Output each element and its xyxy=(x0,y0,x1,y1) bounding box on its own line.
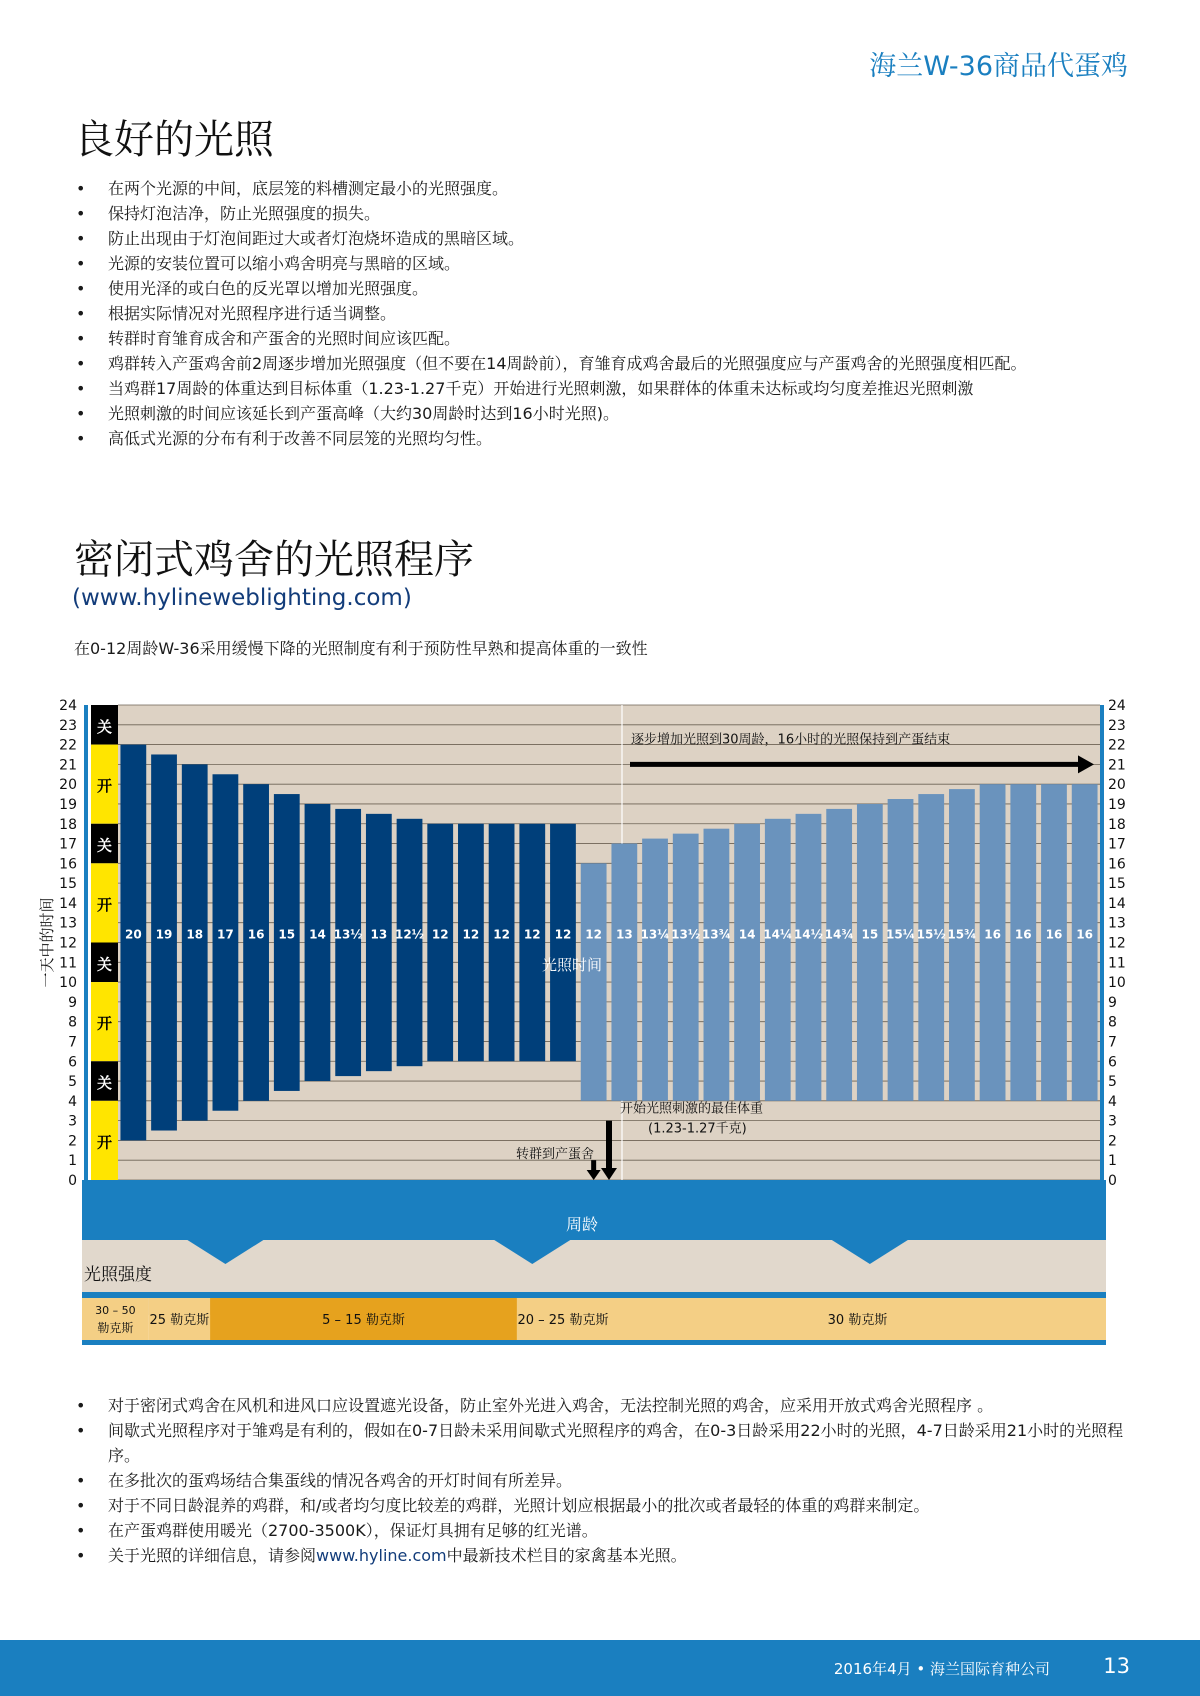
lighting-website-link[interactable]: (www.hylineweblighting.com) xyxy=(72,585,412,611)
bar-label: 16 xyxy=(1076,927,1094,942)
y-tick-label: 6 xyxy=(68,1054,77,1071)
bar-label: 12 xyxy=(523,927,541,942)
y-tick-label: 20 xyxy=(59,777,77,794)
stim-weight-range: (1.23-1.27千克) xyxy=(648,1121,747,1137)
intensity-band-label: 5 – 15 勒克斯 xyxy=(322,1313,405,1328)
intensity-bar-top xyxy=(82,1292,1106,1298)
y-tick-label-right: 2 xyxy=(1108,1133,1117,1150)
on-off-label: 关 xyxy=(96,836,113,855)
y-tick-label: 1 xyxy=(68,1153,77,1170)
list-item-text: 对于不同日龄混养的鸡群，和/或者均匀度比较差的鸡群，光照计划应根据最小的批次或者最轻的体重的鸡群来制定。 xyxy=(108,1496,930,1515)
light-bar xyxy=(213,774,239,1110)
light-bar xyxy=(182,764,208,1120)
bar-label: 12 xyxy=(554,927,572,942)
y-tick-label-right: 21 xyxy=(1108,757,1126,774)
y-tick-label: 17 xyxy=(59,836,77,853)
bar-label: 14¾ xyxy=(824,927,854,942)
center-label: 光照时间 xyxy=(541,956,603,975)
light-bar xyxy=(519,824,545,1062)
light-bar xyxy=(550,824,576,1062)
footer-bar xyxy=(0,1640,1200,1696)
list-item: • 转群时育雏育成舍和产蛋舍的光照时间应该匹配。 xyxy=(74,326,1134,351)
left-axis-bar xyxy=(84,705,88,1180)
intensity-band-unit: 勒克斯 xyxy=(97,1321,134,1335)
bar-label: 12 xyxy=(493,927,510,942)
y-tick-label-right: 16 xyxy=(1108,856,1126,873)
light-bar xyxy=(427,824,453,1062)
light-bar xyxy=(765,819,791,1101)
light-bar xyxy=(949,789,975,1101)
section-title-lighting-program: 密闭式鸡舍的光照程序 xyxy=(74,537,474,583)
transfer-label: 转群到产蛋舍 xyxy=(515,1147,595,1163)
light-bar xyxy=(458,824,484,1062)
y-tick-label-right: 1 xyxy=(1108,1153,1117,1170)
list-item-text: 中最新技术栏目的家禽基本光照。 xyxy=(446,1546,687,1565)
light-bar xyxy=(489,824,515,1062)
list-item: • 使用光泽的或白色的反光罩以增加光照强度。 xyxy=(74,276,1134,301)
intensity-band-label: 20 – 25 勒克斯 xyxy=(517,1313,609,1328)
list-item: • 根据实际情况对光照程序进行适当调整。 xyxy=(74,301,1134,326)
list-item xyxy=(74,1418,1134,1468)
light-bar xyxy=(980,784,1006,1101)
y-tick-label-right: 13 xyxy=(1108,915,1126,932)
y-tick-label-right: 6 xyxy=(1108,1054,1117,1071)
bar-label: 18 xyxy=(186,927,204,942)
y-tick-label-right: 0 xyxy=(1108,1173,1117,1189)
bar-label: 15¾ xyxy=(947,927,977,942)
light-bar xyxy=(642,839,668,1101)
bar-label: 14½ xyxy=(793,927,824,942)
intro-text: 在0-12周龄W-36采用缓慢下降的光照制度有利于预防性早熟和提高体重的一致性 xyxy=(74,639,648,658)
list-item: • 光源的安装位置可以缩小鸡舍明亮与黑暗的区域。 xyxy=(74,251,1134,276)
light-bar xyxy=(918,794,944,1101)
bar-label: 16 xyxy=(1014,927,1032,942)
list-item xyxy=(74,1518,1134,1543)
bar-label: 17 xyxy=(217,927,234,942)
list-item: • 鸡群转入产蛋鸡舍前2周逐步增加光照强度（但不要在14周龄前），育雏育成鸡舍最后的光照强度应与产蛋鸡舍的光照强度相匹配。 xyxy=(74,351,1134,376)
y-tick-label: 18 xyxy=(59,816,77,833)
list-item: • 光照刺激的时间应该延长到产蛋高峰（大约30周龄时达到16小时光照)。 xyxy=(74,401,1134,426)
y-tick-label-right: 10 xyxy=(1108,975,1126,992)
light-bar xyxy=(1010,784,1036,1101)
intensity-band-label: 30 勒克斯 xyxy=(827,1313,888,1328)
bar-label: 15¼ xyxy=(885,927,916,942)
y-tick-label: 15 xyxy=(59,876,77,893)
y-tick-label-right: 18 xyxy=(1108,816,1126,833)
light-bar xyxy=(120,745,146,1141)
footer-text: 2016年4月 • 海兰国际育种公司 xyxy=(833,1660,1050,1678)
bar-label: 15½ xyxy=(916,927,946,942)
y-tick-label-right: 9 xyxy=(1108,994,1117,1011)
on-off-label: 关 xyxy=(96,717,113,736)
list-item xyxy=(74,1493,1134,1518)
light-bar xyxy=(734,824,760,1101)
on-off-label: 开 xyxy=(96,1133,113,1152)
list-item-text: 间歇式光照程序对于雏鸡是有利的，假如在0-7日龄未采用间歇式光照程序的鸡舍，在0-3日龄采用22小时的光照，4-7日龄采用21小时的光照程序。 xyxy=(108,1421,1124,1465)
on-off-label: 开 xyxy=(96,777,113,796)
intensity-label: 光照强度 xyxy=(84,1265,152,1285)
header-title: 海兰W-36商品代蛋鸡 xyxy=(869,51,1128,82)
hyline-link[interactable]: www.hyline.com xyxy=(316,1546,447,1565)
bar-label: 12½ xyxy=(394,927,425,942)
bar-label: 12 xyxy=(431,927,449,942)
intensity-band-label: 25 勒克斯 xyxy=(149,1313,210,1328)
y-tick-label-right: 20 xyxy=(1108,777,1126,794)
list-item xyxy=(74,1393,1134,1418)
y-tick-label: 10 xyxy=(59,975,77,992)
y-tick-label: 7 xyxy=(68,1034,77,1051)
y-tick-label: 14 xyxy=(59,895,77,912)
y-tick-label: 22 xyxy=(59,737,77,754)
bar-label: 14¼ xyxy=(763,927,793,942)
right-axis-bar xyxy=(1100,705,1104,1180)
intensity-bar-bottom xyxy=(82,1340,1106,1345)
bar-label: 12 xyxy=(462,927,480,942)
bar-label: 16 xyxy=(1045,927,1063,942)
y-tick-label-right: 15 xyxy=(1108,876,1126,893)
on-off-label: 关 xyxy=(96,1074,113,1093)
light-bar xyxy=(673,834,699,1101)
list-item-text: 关于光照的详细信息，请参阅 xyxy=(108,1546,317,1565)
on-off-label: 开 xyxy=(96,1014,113,1033)
y-tick-label: 0 xyxy=(68,1173,77,1189)
y-tick-label: 19 xyxy=(59,796,77,813)
closed-house-notes-list xyxy=(74,1393,1134,1568)
bar-label: 15 xyxy=(861,927,879,942)
good-lighting-list xyxy=(74,176,1134,451)
increase-note: 逐步增加光照到30周龄，16小时的光照保持到产蛋结束 xyxy=(631,732,951,748)
section-title-good-lighting: 良好的光照 xyxy=(74,117,274,163)
on-off-label: 开 xyxy=(96,895,113,914)
y-tick-label-right: 3 xyxy=(1108,1113,1117,1130)
y-tick-label: 2 xyxy=(68,1133,77,1150)
light-bar xyxy=(857,804,883,1101)
light-bar xyxy=(151,754,177,1130)
stim-weight-label: 开始光照刺激的最佳体重 xyxy=(620,1101,764,1117)
y-tick-label-right: 5 xyxy=(1108,1074,1117,1091)
y-tick-label: 8 xyxy=(68,1014,77,1031)
list-item-text: 对于密闭式鸡舍在风机和进风口应设置遮光设备，防止室外光进入鸡舍，无法控制光照的鸡舍，应采用开放式鸡舍光照程序 。 xyxy=(108,1396,994,1415)
list-item-text: 在产蛋鸡群使用暖光（2700-3500K），保证灯具拥有足够的红光谱。 xyxy=(108,1521,598,1540)
light-bar xyxy=(611,844,637,1101)
y-tick-label-right: 8 xyxy=(1108,1014,1117,1031)
bar-label: 14 xyxy=(738,927,756,942)
light-bar xyxy=(335,809,361,1076)
bar-label: 19 xyxy=(155,927,173,942)
list-item: • 防止出现由于灯泡间距过大或者灯泡烧坏造成的黑暗区域。 xyxy=(74,226,1134,251)
bar-label: 13¾ xyxy=(701,927,731,942)
y-tick-label: 4 xyxy=(68,1093,77,1110)
light-bar xyxy=(793,814,824,1101)
y-tick-label-right: 4 xyxy=(1108,1093,1117,1110)
light-bar xyxy=(1041,784,1067,1101)
bar-label: 13½ xyxy=(671,927,701,942)
bar-label: 20 xyxy=(124,927,142,942)
light-bar xyxy=(701,829,731,1101)
light-bar xyxy=(1072,784,1098,1101)
y-tick-label-right: 14 xyxy=(1108,895,1126,912)
list-item xyxy=(74,1468,1134,1493)
y-tick-label: 13 xyxy=(59,915,77,932)
y-tick-label: 9 xyxy=(68,994,77,1011)
bar-label: 13 xyxy=(615,927,633,942)
y-tick-label-right: 19 xyxy=(1108,796,1126,813)
light-bar xyxy=(366,814,392,1071)
y-tick-label: 3 xyxy=(68,1113,77,1130)
bar-label: 14 xyxy=(309,927,326,942)
y-tick-label: 24 xyxy=(59,698,77,714)
lighting-program-chart xyxy=(0,690,1200,1350)
light-bar xyxy=(581,863,607,1100)
intensity-band-label: 30 – 50 xyxy=(95,1304,136,1317)
list-item: • 在两个光源的中间，底层笼的料槽测定最小的光照强度。 xyxy=(74,176,1134,201)
y-tick-label-right: 11 xyxy=(1108,955,1126,972)
bar-label: 13 xyxy=(370,927,388,942)
bar-label: 13¼ xyxy=(640,927,670,942)
light-bar xyxy=(885,799,916,1101)
list-item-text: 在多批次的蛋鸡场结合集蛋线的情况各鸡舍的开灯时间有所差异。 xyxy=(108,1471,573,1490)
y-tick-label-right: 17 xyxy=(1108,836,1126,853)
on-off-label: 关 xyxy=(96,955,113,974)
y-tick-label: 12 xyxy=(59,935,77,952)
bar-label: 12 xyxy=(585,927,603,942)
list-item: • 当鸡群17周龄的体重达到目标体重（1.23-1.27千克）开始进行光照刺激，如果群体的体重未达标或均匀度差推迟光照刺激 xyxy=(74,376,1134,401)
page-number: 13 xyxy=(1103,1654,1130,1678)
y-tick-label: 16 xyxy=(59,856,77,873)
light-bar xyxy=(394,819,425,1066)
bar-label: 16 xyxy=(247,927,265,942)
y-tick-label-right: 23 xyxy=(1108,717,1126,734)
y-tick-label-right: 12 xyxy=(1108,935,1126,952)
x-axis-title: 周龄 xyxy=(565,1215,599,1234)
list-item: • 保持灯泡洁净，防止光照强度的损失。 xyxy=(74,201,1134,226)
y-tick-label: 23 xyxy=(59,717,77,734)
list-item: • 高低式光源的分布有利于改善不同层笼的光照均匀性。 xyxy=(74,426,1134,451)
light-bar xyxy=(274,794,300,1091)
y-axis-title: 一天中的时间 xyxy=(38,897,56,988)
y-tick-label: 5 xyxy=(68,1074,77,1091)
bar-label: 15 xyxy=(278,927,296,942)
y-tick-label-right: 7 xyxy=(1108,1034,1117,1051)
y-tick-label-right: 22 xyxy=(1108,737,1126,754)
bar-label: 13½ xyxy=(333,927,363,942)
y-tick-label: 11 xyxy=(59,955,77,972)
bar-label: 16 xyxy=(984,927,1001,942)
light-bar xyxy=(305,804,331,1081)
y-tick-label: 21 xyxy=(59,757,77,774)
list-item xyxy=(74,1543,1134,1568)
light-bar xyxy=(243,784,269,1101)
light-bar xyxy=(826,809,852,1101)
y-tick-label-right: 24 xyxy=(1108,698,1126,714)
